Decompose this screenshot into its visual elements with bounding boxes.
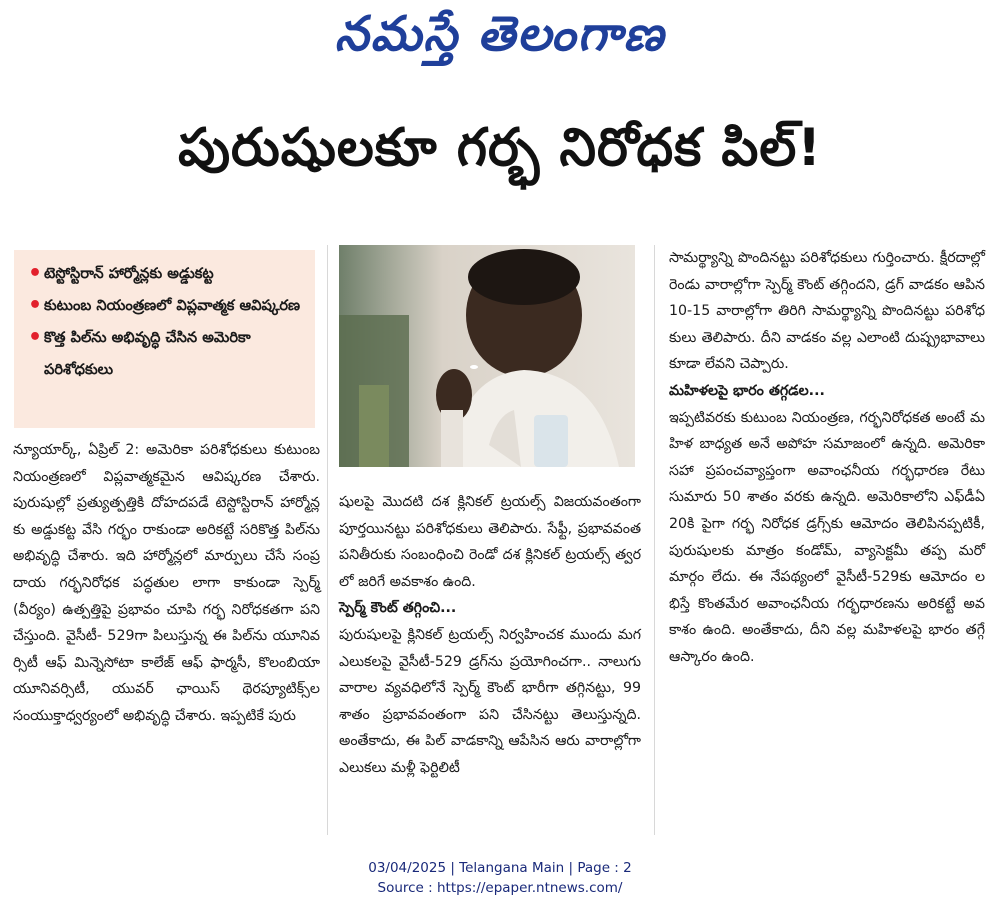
article-subhead: స్పెర్మ్ కౌంట్ తగ్గించి... — [339, 600, 457, 617]
article-text: పురుషులపై క్లినికల్ ట్రయల్స్ నిర్వహించక ముందు మగ ఎలుకలపై వైసీటీ-529 డ్రగ్‌ను ప్రయోగించగా.. నాలుగు వారాల వ్యవధిలోనే స్పెర్మ్ కౌంట్ భారీగా తగ్గినట్టు, 99 శాతం ప్రభావవంతంగా పని చేసినట్టు తెలుస్తున్నది. అంతేకాదు, ఈ పిల్ వాడకాన్ని ఆపేసిన ఆరు వారాల్లోగా ఎలుకలు మళ్లీ ఫెర్టిలిటీ — [339, 626, 641, 776]
footer-date-line: 03/04/2025 | Telangana Main | Page : 2 — [368, 860, 632, 876]
highlight-item: • కుటుంబ నియంత్రణలో విప్లవాత్మక ఆవిష్కరణ — [28, 290, 305, 322]
article-column-2 — [339, 489, 641, 782]
article-text: న్యూయార్క్, ఏప్రిల్ 2: అమెరికా పరిశోధకులు కుటుంబ నియంత్రణలో విప్లవాత్మకమైన ఆవిష్కరణ చేశారు. పురుషుల్లో ప్రత్యుత్పత్తికి దోహదపడే టెస్టోస్టిరాన్ హార్మోన్లకు అడ్డుకట్ట వేసి గర్భం రాకుండా అరికట్టే సరికొత్త పిల్‌ను అభివృద్ధి చేశారు. ఇది హార్మోన్లలో మార్పులు చేసే సంప్రదాయ గర్భనిరోధక పద్ధతుల లాగా కాకుండా స్పెర్మ్ (వీర్యం) ఉత్పత్తిపై ప్రభావం చూపి గర్భ నిరోధకతగా పని చేస్తుంది. వైసీటీ- 529గా పిలుస్తున్న ఈ పిల్‌ను యూనివర్సిటీ ఆఫ్ మిన్నెసోటా కాలేజ్ ఆఫ్ ఫార్మసీ, కొలంబియా యూనివర్సిటీ, యువర్ ఛాయిస్ థెరప్యూటిక్స్‌ల సంయుక్తాధ్వర్యంలో అభివృద్ధి చేశారు. ఇప్పటికే పురు — [13, 442, 320, 724]
article-column-1 — [13, 437, 320, 730]
photo-illustration — [339, 245, 635, 467]
footer — [0, 858, 1000, 898]
highlight-item: • టెస్టోస్టిరాన్ హార్మోన్లకు అడ్డుకట్ట — [28, 258, 305, 290]
man-taking-pill-photo — [339, 245, 635, 467]
headline: పురుషులకూ గర్భ నిరోధక పిల్! — [178, 118, 822, 178]
article-text: సామర్థ్యాన్ని పొందినట్టు పరిశోధకులు గుర్తించారు. క్షీరదాల్లో రెండు వారాల్లోగా స్పెర్మ్ కౌంట్ తగ్గిందని, డ్రగ్ వాడకం ఆపిన 10-15 వారాల్లోగా తిరిగి సామర్థ్యాన్ని పొందినట్టు పరిశోధకులు తెలిపారు. దీని వాడకం వల్ల ఎలాంటి దుష్ప్రభావాలు కూడా లేవని చెప్పారు. — [669, 250, 985, 373]
column-divider — [327, 245, 328, 835]
column-divider — [654, 245, 655, 835]
footer-source-line[interactable]: Source : https://epaper.ntnews.com/ — [377, 880, 623, 896]
masthead-logo: నమస్తే తెలంగాణ — [334, 6, 666, 62]
article-column-3 — [669, 245, 985, 671]
article-text: ఇప్పటివరకు కుటుంబ నియంత్రణ, గర్భనిరోధకత అంటే మహిళ బాధ్యత అనే అపోహ సమాజంలో ఉన్నది. అమెరికా సహా ప్రపంచవ్యాప్తంగా అవాంఛనీయ గర్భధారణ రేటు సుమారు 50 శాతం వరకు ఉన్నది. అమెరికాలోని ఎఫ్‌డీఏ 20కి పైగా గర్భ నిరోధక డ్రగ్స్‌కు ఆమోదం తెలిపినప్పటికీ, పురుషులకు మాత్రం కండోమ్, వ్యాసెక్టమీ తప్ప మరో మార్గం లేదు. ఈ నేపథ్యంలో వైసీటీ-529కు ఆమోదం లభిస్తే కొంతమేర అవాంఛనీయ గర్భధారణను అరికట్టే అవకాశం ఉంది. అంతేకాదు, దీని వల్ల మహిళలపై భారం తగ్గే ఆస్కారం ఉంది. — [669, 409, 985, 665]
highlight-item: • కొత్త పిల్‌ను అభివృద్ధి చేసిన అమెరికా పరిశోధకులు — [28, 322, 305, 386]
article-text: షులపై మొదటి దశ క్లినికల్ ట్రయల్స్ విజయవంతంగా పూర్తయినట్టు పరిశోధకులు తెలిపారు. సేఫ్టీ, ప్రభావవంత పనితీరుకు సంబంధించి రెండో దశ క్లినికల్ ట్రయల్స్ త్వరలో జరిగే అవకాశం ఉంది. — [339, 494, 641, 590]
highlights-box — [14, 250, 315, 428]
article-subhead: మహిళలపై భారం తగ్గడల... — [669, 382, 825, 399]
